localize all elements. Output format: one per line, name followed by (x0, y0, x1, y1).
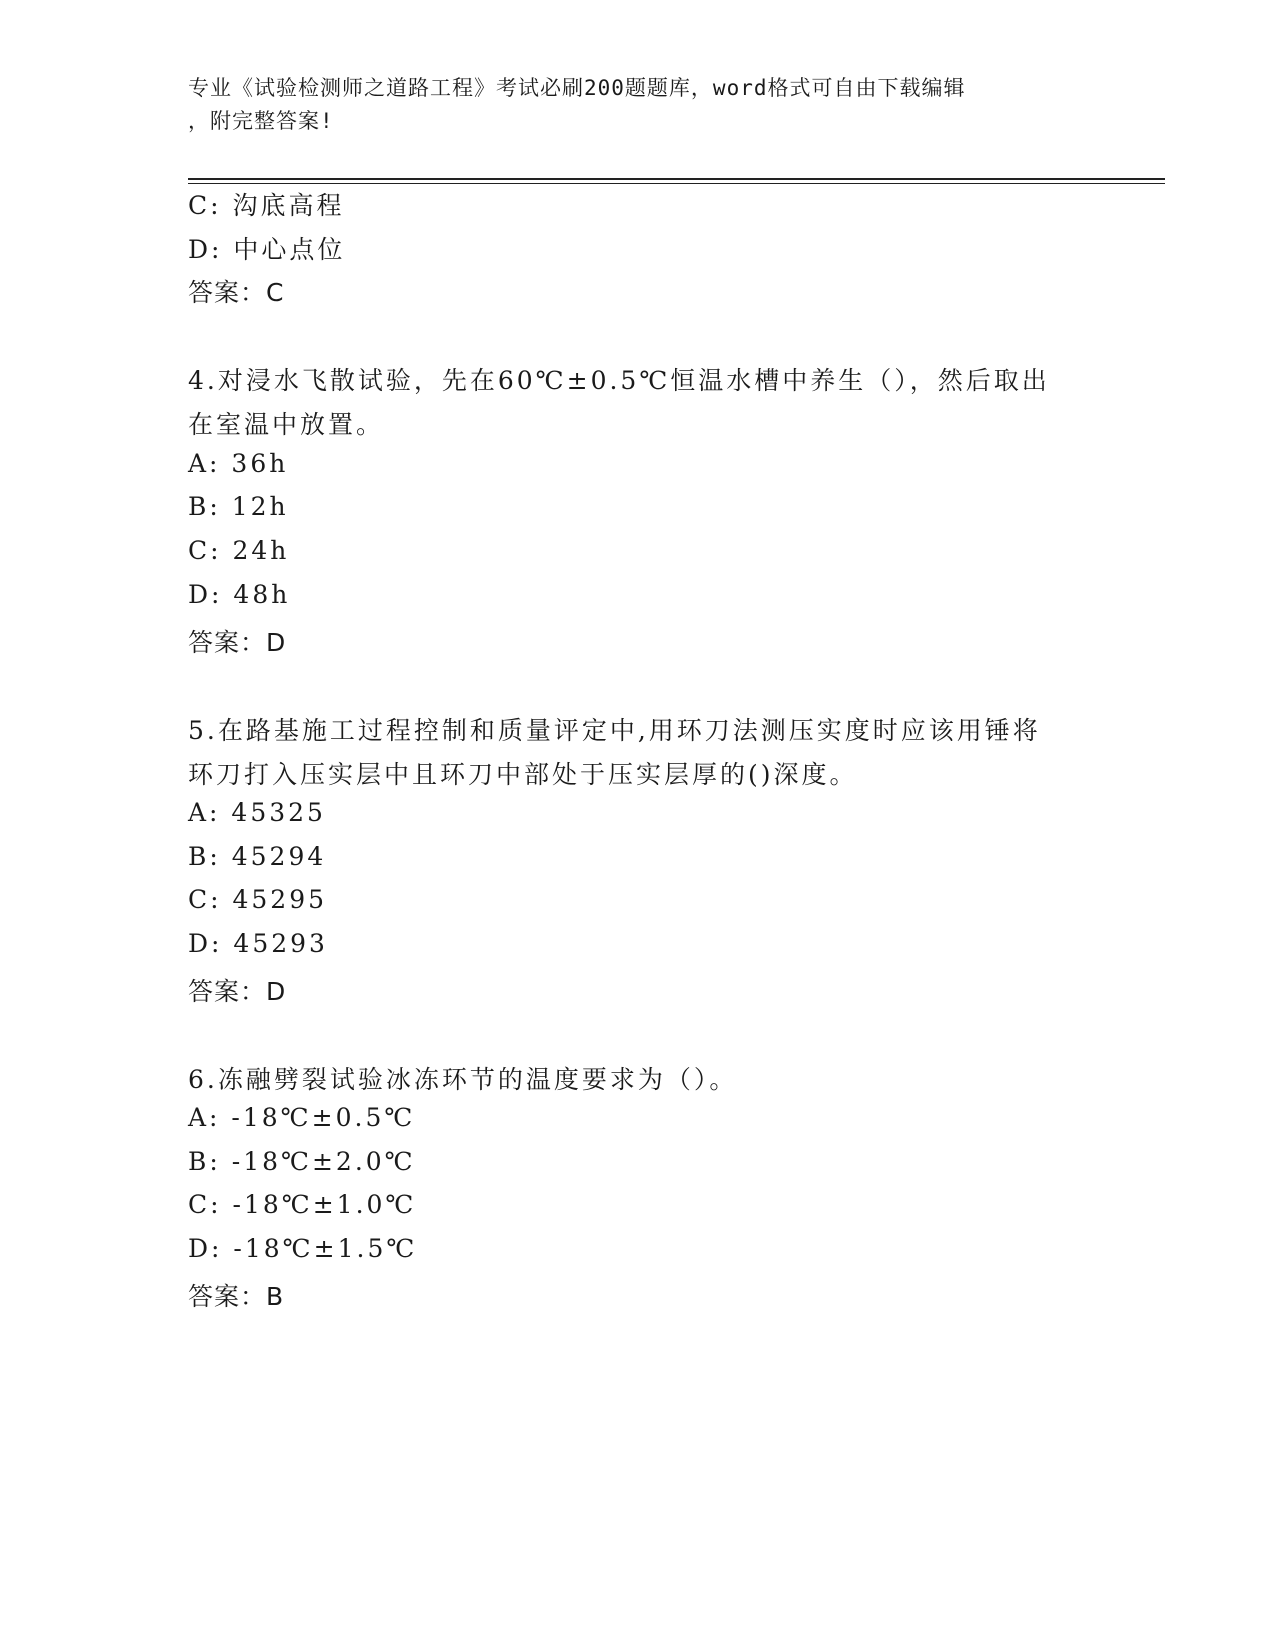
q5-option-d: D: 45293 (188, 929, 328, 958)
prev-option-d: D: 中心点位 (188, 235, 346, 264)
q6-option-b: B: -18℃±2.0℃ (188, 1147, 416, 1176)
q5-stem-line-1: 5.在路基施工过程控制和质量评定中,用环刀法测压实度时应该用锤将 (188, 716, 1041, 745)
q4-option-c: C: 24h (188, 536, 290, 565)
q5-option-b: B: 45294 (188, 842, 327, 871)
q6-option-a: A: -18℃±0.5℃ (188, 1103, 416, 1132)
prev-option-c: C: 沟底高程 (188, 191, 345, 220)
q6-option-d: D: -18℃±1.5℃ (188, 1234, 418, 1263)
q4-answer: 答案：D (188, 628, 287, 657)
q4-stem-line-1: 4.对浸水飞散试验，先在60℃±0.5℃恒温水槽中养生（），然后取出 (188, 366, 1050, 395)
q4-option-b: B: 12h (188, 492, 289, 521)
header-title-line-1: 专业《试验检测师之道路工程》考试必刷200题题库，word格式可自由下载编辑 (188, 76, 966, 100)
header-divider (188, 178, 1165, 184)
q4-stem-line-2: 在室温中放置。 (188, 410, 385, 439)
q5-stem-line-2: 环刀打入压实层中且环刀中部处于压实层厚的()深度。 (188, 760, 858, 789)
q6-option-c: C: -18℃±1.0℃ (188, 1190, 417, 1219)
q5-option-c: C: 45295 (188, 885, 328, 914)
q5-answer: 答案：D (188, 977, 287, 1006)
q4-option-d: D: 48h (188, 580, 291, 609)
header-title-line-2: ，附完整答案! (188, 109, 334, 133)
q5-option-a: A: 45325 (188, 798, 326, 827)
prev-answer: 答案：C (188, 278, 285, 307)
q6-stem-line-1: 6.冻融劈裂试验冰冻环节的温度要求为（）。 (188, 1065, 738, 1094)
q4-option-a: A: 36h (188, 449, 289, 478)
q6-answer: 答案：B (188, 1282, 285, 1311)
document-header (188, 72, 1068, 138)
